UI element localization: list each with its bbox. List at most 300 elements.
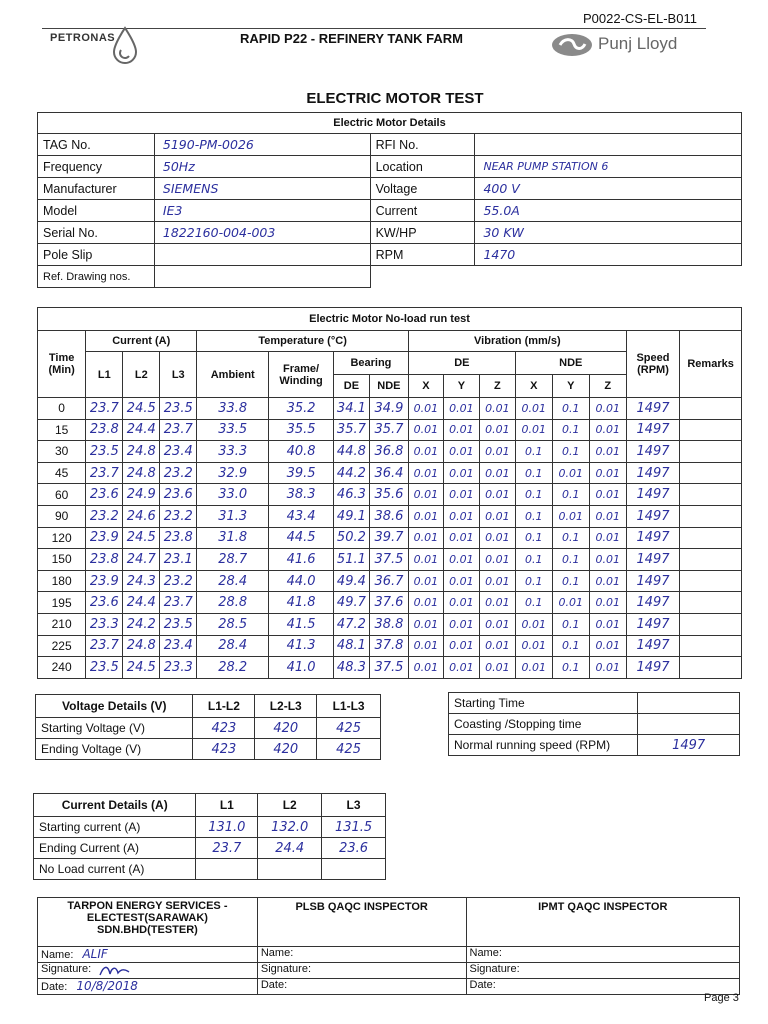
vib-de-y-cell: 0.01 (443, 527, 479, 549)
starting-voltage-l2l3: 420 (255, 718, 317, 739)
petronas-logo-text: PETRONAS (50, 32, 116, 44)
speed-header: Speed (RPM) (626, 331, 679, 398)
noload-current-label: No Load current (A) (34, 859, 196, 880)
speed-cell: 1497 (626, 441, 679, 463)
tester-signature-scribble (98, 963, 132, 978)
speed-cell: 1497 (626, 398, 679, 420)
ambient-temp-cell: 33.3 (197, 441, 269, 463)
vib-de-x-header: X (408, 375, 443, 398)
ambient-temp-cell: 28.7 (197, 549, 269, 571)
manufacturer-value: SIEMENS (154, 178, 370, 200)
bearing-nde-temp-cell: 37.5 (369, 549, 408, 571)
timing-table (448, 692, 740, 756)
plsb-heading: PLSB QAQC INSPECTOR (257, 898, 466, 947)
vib-nde-y-cell: 0.1 (552, 527, 589, 549)
project-title: RAPID P22 - REFINERY TANK FARM (240, 31, 463, 46)
vib-de-x-cell: 0.01 (408, 462, 443, 484)
time-cell: 225 (38, 635, 86, 657)
current-l2-cell: 24.8 (123, 441, 160, 463)
vib-nde-x-cell: 0.1 (515, 462, 552, 484)
vib-de-x-cell: 0.01 (408, 527, 443, 549)
current-l3-cell: 23.3 (160, 657, 197, 679)
current-l1-cell: 23.5 (86, 657, 123, 679)
frame-winding-temp-cell: 44.0 (269, 570, 334, 592)
petronas-drop-icon (110, 26, 140, 66)
coasting-time-value (638, 714, 740, 735)
location-label: Location (370, 156, 475, 178)
serial-no-value: 1822160-004-003 (154, 222, 370, 244)
bearing-de-temp-cell: 49.7 (333, 592, 369, 614)
noload-row (38, 592, 742, 614)
bearing-nde-temp-cell: 35.6 (369, 484, 408, 506)
vib-nde-x-cell: 0.1 (515, 441, 552, 463)
starting-time-value (638, 693, 740, 714)
noload-current-l1 (196, 859, 258, 880)
ipmt-name-cell (466, 947, 740, 963)
current-l1-cell: 23.6 (86, 484, 123, 506)
time-cell: 45 (38, 462, 86, 484)
bearing-nde-temp-cell: 38.6 (369, 505, 408, 527)
voltage-l1l2-header: L1-L2 (193, 695, 255, 718)
starting-current-label: Starting current (A) (34, 817, 196, 838)
current-l3-cell: 23.2 (160, 570, 197, 592)
current-details-heading: Current Details (A) (34, 794, 196, 817)
speed-cell: 1497 (626, 462, 679, 484)
bearing-nde-temp-cell: 35.7 (369, 419, 408, 441)
ending-current-label: Ending Current (A) (34, 838, 196, 859)
noload-row (38, 484, 742, 506)
tester-signature-cell (38, 963, 258, 979)
current-l2-cell: 24.4 (123, 592, 160, 614)
speed-cell: 1497 (626, 570, 679, 592)
current-l2-cell: 24.5 (123, 398, 160, 420)
vib-de-x-cell: 0.01 (408, 592, 443, 614)
remarks-cell (680, 549, 742, 571)
noload-row (38, 549, 742, 571)
remarks-cell (680, 657, 742, 679)
remarks-cell (680, 419, 742, 441)
tester-name-value: ALIF (82, 947, 108, 961)
frame-winding-temp-cell: 44.5 (269, 527, 334, 549)
vib-nde-y-cell: 0.1 (552, 657, 589, 679)
vib-nde-z-cell: 0.01 (589, 635, 626, 657)
noload-row (38, 398, 742, 420)
model-value: IE3 (154, 200, 370, 222)
temperature-header: Temperature (°C) (197, 331, 409, 352)
vib-nde-x-cell: 0.1 (515, 505, 552, 527)
current-l3-cell: 23.1 (160, 549, 197, 571)
vib-de-z-cell: 0.01 (479, 527, 515, 549)
vib-de-z-cell: 0.01 (479, 592, 515, 614)
ipmt-date-label: Date: (469, 979, 496, 991)
vib-nde-x-cell: 0.1 (515, 570, 552, 592)
starting-voltage-l1l2: 423 (193, 718, 255, 739)
remarks-cell (680, 613, 742, 635)
current-l2-header: L2 (123, 352, 160, 398)
remarks-cell (680, 398, 742, 420)
current-header: Current (A) (86, 331, 197, 352)
ref-drawing-value (154, 266, 370, 288)
current-l2-cell: 24.3 (123, 570, 160, 592)
current-value: 55.0A (475, 200, 742, 222)
starting-voltage-label: Starting Voltage (V) (36, 718, 193, 739)
bearing-de-temp-cell: 50.2 (333, 527, 369, 549)
vib-nde-x-cell: 0.01 (515, 635, 552, 657)
ending-voltage-label: Ending Voltage (V) (36, 739, 193, 760)
noload-row (38, 505, 742, 527)
time-cell: 195 (38, 592, 86, 614)
speed-cell: 1497 (626, 549, 679, 571)
ending-voltage-l1l2: 423 (193, 739, 255, 760)
serial-no-label: Serial No. (38, 222, 155, 244)
vib-de-y-cell: 0.01 (443, 570, 479, 592)
normal-speed-value: 1497 (638, 735, 740, 756)
vib-de-z-cell: 0.01 (479, 570, 515, 592)
manufacturer-label: Manufacturer (38, 178, 155, 200)
vib-nde-x-cell: 0.1 (515, 484, 552, 506)
current-l3-cell: 23.5 (160, 613, 197, 635)
current-l3-cell: 23.8 (160, 527, 197, 549)
vib-de-x-cell: 0.01 (408, 398, 443, 420)
frame-winding-header: Frame/ Winding (269, 352, 334, 398)
ending-current-l1: 23.7 (196, 838, 258, 859)
noload-row (38, 462, 742, 484)
time-cell: 60 (38, 484, 86, 506)
vib-nde-z-cell: 0.01 (589, 462, 626, 484)
tester-date-label: Date: (41, 981, 68, 993)
ref-drawing-blank (370, 266, 741, 288)
current-l2-col-header: L2 (258, 794, 322, 817)
current-l3-col-header: L3 (322, 794, 386, 817)
ambient-temp-cell: 33.8 (197, 398, 269, 420)
current-l3-cell: 23.2 (160, 505, 197, 527)
tester-date-cell (38, 979, 258, 995)
vib-de-x-cell: 0.01 (408, 419, 443, 441)
current-l2-cell: 24.8 (123, 635, 160, 657)
rpm-label: RPM (370, 244, 475, 266)
tester-signature-label: Signature: (41, 963, 92, 975)
normal-speed-label: Normal running speed (RPM) (449, 735, 638, 756)
voltage-label: Voltage (370, 178, 475, 200)
bearing-nde-temp-cell: 39.7 (369, 527, 408, 549)
current-l3-cell: 23.4 (160, 635, 197, 657)
vib-de-x-cell: 0.01 (408, 484, 443, 506)
frequency-value: 50Hz (154, 156, 370, 178)
frame-winding-temp-cell: 41.0 (269, 657, 334, 679)
motor-details-heading: Electric Motor Details (38, 113, 742, 134)
voltage-details-heading: Voltage Details (V) (36, 695, 193, 718)
vib-nde-x-cell: 0.01 (515, 419, 552, 441)
vib-nde-z-cell: 0.01 (589, 441, 626, 463)
current-l2-cell: 24.4 (123, 419, 160, 441)
vib-de-z-cell: 0.01 (479, 441, 515, 463)
frame-winding-temp-cell: 43.4 (269, 505, 334, 527)
vib-de-y-cell: 0.01 (443, 549, 479, 571)
voltage-details-table (35, 694, 381, 760)
current-l2-cell: 24.7 (123, 549, 160, 571)
bearing-nde-temp-cell: 37.8 (369, 635, 408, 657)
rfi-no-label: RFI No. (370, 134, 475, 156)
ambient-temp-cell: 31.3 (197, 505, 269, 527)
vib-nde-z-cell: 0.01 (589, 419, 626, 441)
vib-nde-y-cell: 0.1 (552, 484, 589, 506)
current-l1-cell: 23.7 (86, 398, 123, 420)
current-l3-header: L3 (160, 352, 197, 398)
frame-winding-temp-cell: 38.3 (269, 484, 334, 506)
speed-cell: 1497 (626, 527, 679, 549)
vib-nde-x-cell: 0.1 (515, 527, 552, 549)
frame-winding-temp-cell: 39.5 (269, 462, 334, 484)
vib-de-z-cell: 0.01 (479, 635, 515, 657)
current-l2-cell: 24.6 (123, 505, 160, 527)
vib-de-z-cell: 0.01 (479, 657, 515, 679)
remarks-cell (680, 527, 742, 549)
ending-voltage-l1l3: 425 (317, 739, 381, 760)
noload-row (38, 613, 742, 635)
noload-row (38, 527, 742, 549)
vib-de-y-cell: 0.01 (443, 592, 479, 614)
page-number: Page 3 (704, 992, 739, 1004)
noload-body (38, 398, 742, 679)
ambient-temp-cell: 28.2 (197, 657, 269, 679)
vib-de-y-cell: 0.01 (443, 462, 479, 484)
current-l1-cell: 23.2 (86, 505, 123, 527)
bearing-nde-temp-cell: 36.8 (369, 441, 408, 463)
vib-nde-z-cell: 0.01 (589, 505, 626, 527)
current-l1-cell: 23.7 (86, 462, 123, 484)
bearing-header: Bearing (333, 352, 408, 375)
vib-de-x-cell: 0.01 (408, 441, 443, 463)
vib-de-x-cell: 0.01 (408, 505, 443, 527)
time-header: Time (Min) (38, 331, 86, 398)
ambient-header: Ambient (197, 352, 269, 398)
voltage-l1l3-header: L1-L3 (317, 695, 381, 718)
bearing-de-temp-cell: 49.4 (333, 570, 369, 592)
speed-cell: 1497 (626, 592, 679, 614)
time-cell: 90 (38, 505, 86, 527)
noload-current-l3 (322, 859, 386, 880)
vib-nde-z-cell: 0.01 (589, 592, 626, 614)
vib-nde-z-cell: 0.01 (589, 570, 626, 592)
vib-de-x-cell: 0.01 (408, 570, 443, 592)
current-l3-cell: 23.6 (160, 484, 197, 506)
ipmt-date-cell (466, 979, 740, 995)
vib-de-y-cell: 0.01 (443, 505, 479, 527)
pole-slip-value (154, 244, 370, 266)
vib-de-z-cell: 0.01 (479, 484, 515, 506)
voltage-value: 400 V (475, 178, 742, 200)
starting-current-l3: 131.5 (322, 817, 386, 838)
vib-nde-y-cell: 0.01 (552, 462, 589, 484)
current-l1-cell: 23.9 (86, 527, 123, 549)
current-l2-cell: 24.2 (123, 613, 160, 635)
ambient-temp-cell: 28.5 (197, 613, 269, 635)
vib-nde-z-cell: 0.01 (589, 527, 626, 549)
frame-winding-temp-cell: 41.5 (269, 613, 334, 635)
bearing-de-temp-cell: 44.2 (333, 462, 369, 484)
punj-lloyd-logo-text: Punj Lloyd (598, 34, 678, 53)
noload-row (38, 570, 742, 592)
starting-time-label: Starting Time (449, 693, 638, 714)
bearing-de-header: DE (333, 375, 369, 398)
vib-de-y-cell: 0.01 (443, 398, 479, 420)
plsb-date-label: Date: (260, 979, 288, 991)
ambient-temp-cell: 28.4 (197, 635, 269, 657)
time-cell: 180 (38, 570, 86, 592)
ipmt-signature-label: Signature: (469, 963, 520, 975)
ambient-temp-cell: 31.8 (197, 527, 269, 549)
vib-nde-x-cell: 0.01 (515, 657, 552, 679)
current-l1-cell: 23.7 (86, 635, 123, 657)
vib-de-z-cell: 0.01 (479, 505, 515, 527)
kw-hp-value: 30 KW (475, 222, 742, 244)
vib-nde-x-cell: 0.01 (515, 398, 552, 420)
time-cell: 210 (38, 613, 86, 635)
tester-name-label: Name: (41, 949, 74, 961)
starting-voltage-l1l3: 425 (317, 718, 381, 739)
vib-de-z-cell: 0.01 (479, 398, 515, 420)
vibration-header: Vibration (mm/s) (408, 331, 626, 352)
noload-row (38, 635, 742, 657)
vib-nde-y-cell: 0.1 (552, 398, 589, 420)
coasting-time-label: Coasting /Stopping time (449, 714, 638, 735)
vib-de-header: DE (408, 352, 515, 375)
vib-nde-y-header: Y (552, 375, 589, 398)
bearing-de-temp-cell: 44.8 (333, 441, 369, 463)
vib-de-y-cell: 0.01 (443, 613, 479, 635)
ending-current-l2: 24.4 (258, 838, 322, 859)
bearing-de-temp-cell: 46.3 (333, 484, 369, 506)
remarks-cell (680, 441, 742, 463)
vib-nde-z-header: Z (589, 375, 626, 398)
vib-de-z-cell: 0.01 (479, 419, 515, 441)
remarks-cell (680, 484, 742, 506)
bearing-de-temp-cell: 47.2 (333, 613, 369, 635)
bearing-de-temp-cell: 49.1 (333, 505, 369, 527)
current-l2-cell: 24.8 (123, 462, 160, 484)
vib-de-x-cell: 0.01 (408, 657, 443, 679)
ipmt-heading: IPMT QAQC INSPECTOR (466, 898, 740, 947)
vib-nde-y-cell: 0.1 (552, 549, 589, 571)
vib-nde-y-cell: 0.1 (552, 419, 589, 441)
plsb-name-cell (257, 947, 466, 963)
speed-cell: 1497 (626, 484, 679, 506)
vib-de-y-header: Y (443, 375, 479, 398)
tester-heading: TARPON ENERGY SERVICES - ELECTEST(SARAWAK) SDN.BHD(TESTER) (38, 898, 258, 947)
vib-nde-z-cell: 0.01 (589, 484, 626, 506)
signoff-table (37, 897, 740, 995)
starting-current-l2: 132.0 (258, 817, 322, 838)
current-l3-cell: 23.7 (160, 592, 197, 614)
current-l1-cell: 23.6 (86, 592, 123, 614)
vib-de-y-cell: 0.01 (443, 635, 479, 657)
vib-nde-x-cell: 0.1 (515, 549, 552, 571)
vib-nde-z-cell: 0.01 (589, 398, 626, 420)
ambient-temp-cell: 32.9 (197, 462, 269, 484)
vib-nde-y-cell: 0.1 (552, 570, 589, 592)
tag-no-label: TAG No. (38, 134, 155, 156)
current-l3-cell: 23.7 (160, 419, 197, 441)
speed-cell: 1497 (626, 505, 679, 527)
speed-cell: 1497 (626, 419, 679, 441)
vib-de-y-cell: 0.01 (443, 419, 479, 441)
vib-nde-y-cell: 0.01 (552, 505, 589, 527)
remarks-cell (680, 592, 742, 614)
plsb-date-cell (257, 979, 466, 995)
frame-winding-temp-cell: 41.3 (269, 635, 334, 657)
bearing-nde-temp-cell: 36.7 (369, 570, 408, 592)
ipmt-signature-cell (466, 963, 740, 979)
bearing-nde-temp-cell: 37.5 (369, 657, 408, 679)
bearing-nde-temp-cell: 38.8 (369, 613, 408, 635)
current-l1-cell: 23.8 (86, 419, 123, 441)
current-l2-cell: 24.5 (123, 657, 160, 679)
time-cell: 120 (38, 527, 86, 549)
vib-de-z-cell: 0.01 (479, 549, 515, 571)
bearing-de-temp-cell: 35.7 (333, 419, 369, 441)
vib-nde-z-cell: 0.01 (589, 613, 626, 635)
tester-date-value: 10/8/2018 (76, 979, 138, 993)
noload-row (38, 657, 742, 679)
noload-row (38, 419, 742, 441)
vib-de-y-cell: 0.01 (443, 441, 479, 463)
current-l3-cell: 23.5 (160, 398, 197, 420)
time-cell: 0 (38, 398, 86, 420)
remarks-cell (680, 462, 742, 484)
noload-test-table (37, 307, 742, 679)
vib-de-x-cell: 0.01 (408, 549, 443, 571)
punj-lloyd-emblem-icon (550, 32, 594, 58)
time-cell: 15 (38, 419, 86, 441)
current-l1-cell: 23.3 (86, 613, 123, 635)
frame-winding-temp-cell: 35.5 (269, 419, 334, 441)
form-title: ELECTRIC MOTOR TEST (306, 90, 484, 107)
petronas-logo (50, 28, 140, 68)
speed-cell: 1497 (626, 613, 679, 635)
vib-de-z-cell: 0.01 (479, 613, 515, 635)
noload-heading: Electric Motor No-load run test (38, 308, 742, 331)
vib-nde-z-cell: 0.01 (589, 657, 626, 679)
vib-nde-x-cell: 0.01 (515, 613, 552, 635)
time-cell: 150 (38, 549, 86, 571)
plsb-signature-cell (257, 963, 466, 979)
current-details-table (33, 793, 386, 880)
vib-nde-header: NDE (515, 352, 626, 375)
ending-voltage-l2l3: 420 (255, 739, 317, 760)
ending-current-l3: 23.6 (322, 838, 386, 859)
speed-cell: 1497 (626, 657, 679, 679)
ambient-temp-cell: 28.4 (197, 570, 269, 592)
current-l1-cell: 23.8 (86, 549, 123, 571)
bearing-nde-temp-cell: 37.6 (369, 592, 408, 614)
vib-de-y-cell: 0.01 (443, 484, 479, 506)
vib-de-z-cell: 0.01 (479, 462, 515, 484)
kw-hp-label: KW/HP (370, 222, 475, 244)
punj-lloyd-logo (550, 32, 700, 58)
vib-nde-y-cell: 0.1 (552, 441, 589, 463)
vib-nde-y-cell: 0.1 (552, 635, 589, 657)
vib-nde-y-cell: 0.1 (552, 613, 589, 635)
noload-current-l2 (258, 859, 322, 880)
remarks-cell (680, 570, 742, 592)
current-l2-cell: 24.5 (123, 527, 160, 549)
bearing-de-temp-cell: 48.1 (333, 635, 369, 657)
tester-name-cell (38, 947, 258, 963)
vib-nde-y-cell: 0.01 (552, 592, 589, 614)
bearing-nde-temp-cell: 36.4 (369, 462, 408, 484)
remarks-cell (680, 635, 742, 657)
vib-nde-z-cell: 0.01 (589, 549, 626, 571)
